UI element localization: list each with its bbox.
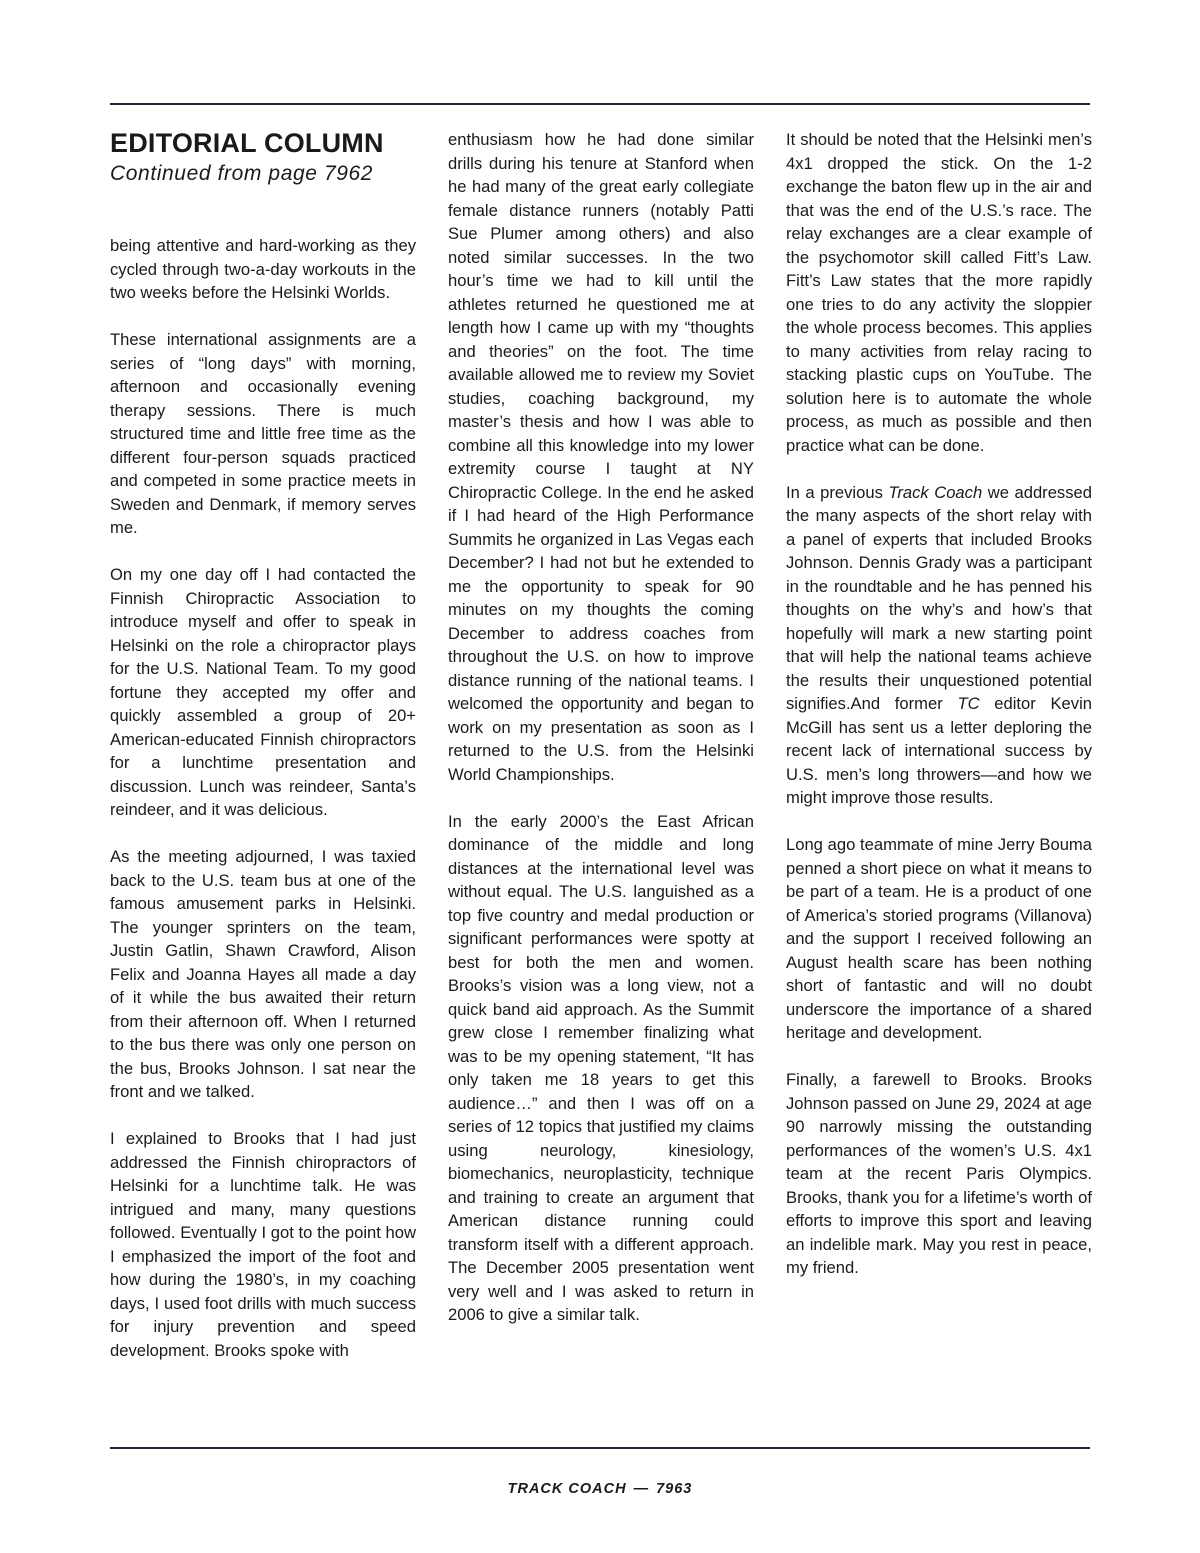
publication-name: Track Coach (888, 482, 983, 502)
column-1 (110, 128, 416, 1386)
column-heading: EDITORIAL COLUMN (110, 128, 384, 158)
paragraph: It should be noted that the Helsinki men’s 4x1 dropped the stick. On the 1-2 exchange the baton flew up in the air and that was the end of the U.S.’s race. The relay exchanges are a clear example of the psychomotor skill called Fitt’s Law. Fitt’s Law states that the more rapidly one tries to do any activity the sloppier the whole process becomes. This applies to many activities from relay racing to stacking plastic cups on YouTube. The solution here is to automate the whole process, as much as possible and then practice what can be done. (786, 130, 1092, 455)
paragraph: Long ago teammate of mine Jerry Bouma penned a short piece on what it means to be part of a team. He is a product of one of America’s storied programs (Villanova) and the support I received following an August health scare has been nothing short of fantastic and will no doubt underscore the importance of a shared heritage and development. (786, 835, 1092, 1042)
bottom-rule (110, 1447, 1090, 1449)
continued-note: Continued from page 7962 (110, 162, 374, 185)
paragraph: As the meeting adjourned, I was taxied back to the U.S. team bus at one of the famous amusement parks in Helsinki. The younger sprinters on the team, Justin Gatlin, Shawn Crawford, Alison Felix and Joanna Hayes all made a day of it while the bus awaited their return from their afternoon off. When I returned to the bus there was only one person on the bus, Brooks Johnson. I sat near the front and we talked. (110, 847, 416, 1101)
paragraph: These international assignments are a series of “long days” with morning, afternoon and occasionally evening therapy sessions. There is much structured time and little free time as the different four-person squads practiced and competed in some practice meets in Sweden and Denmark, if memory serves me. (110, 330, 416, 537)
paragraph: Finally, a farewell to Brooks. Brooks Johnson passed on June 29, 2024 at age 90 narrowly missing the outstanding performances of the women’s U.S. 4x1 team at the recent Paris Olympics. Brooks, thank you for a lifetime’s worth of efforts to improve this sport and leaving an indelible mark. May you rest in peace, my friend. (786, 1070, 1092, 1277)
paragraph: On my one day off I had contacted the Finnish Chiropractic Association to introduce myself and offer to speak in Helsinki on the role a chiropractor plays for the U.S. National Team. To my good fortune they accepted my offer and quickly assembled a group of 20+ American-educated Finnish chiropractors for a lunchtime presentation and discussion. Lunch was reindeer, Santa’s reindeer, and it was delicious. (110, 565, 416, 819)
text-run: In a previous (786, 482, 889, 502)
paragraph: enthusiasm how he had done similar drills during his tenure at Stanford when he had many of the great early collegiate female distance runners (notably Patti Sue Plumer among others) and also noted similar successes. In the two hour’s time we had to kill until the athletes returned he questioned me at length how I came up with my “thoughts and theories” on the foot. The time available allowed me to review my Soviet studies, coaching background, my master’s thesis and how I was able to combine all this knowledge into my lower extremity course I taught at NY Chiropractic College. In the end he asked if I had heard of the High Performance Summits he organized in Las Vegas each December? I had not but he extended to me the opportunity to speak for 90 minutes on my thoughts the coming December to address coaches from throughout the U.S. on how to improve distance running of the national teams. I welcomed the opportunity and began to work on my presentation as soon as I returned to the U.S. from the Helsinki World Championships. (448, 130, 754, 784)
footer-separator: — (633, 1481, 650, 1497)
column-3 (786, 128, 1092, 1303)
paragraph: I explained to Brooks that I had just addressed the Finnish chiropractors of Helsinki for a lunchtime talk. He was intrigued and many, many questions followed. Eventually I got to the point how I emphasized the import of the foot and how during the 1980’s, in my coaching days, I used foot drills with much success for injury prevention and speed development. Brooks spoke with (110, 1129, 416, 1360)
column-2 (448, 128, 754, 1350)
publication-title: TRACK COACH (507, 1481, 627, 1497)
publication-abbreviation: TC (957, 694, 980, 713)
top-rule (110, 103, 1090, 105)
paragraph: In the early 2000’s the East African dominance of the middle and long distances at the international level was without equal. The U.S. languished as a top five country and medal production or significant performances were spotty at best for both the men and women. Brooks’s vision was a long view, not a quick band aid approach. As the Summit grew close I remember finalizing what was to be my opening statement, “It has only taken me 18 years to get this audience…” and then I was off on a series of 12 topics that justified my claims using neurology, kinesiology, biomechanics, neuroplasticity, technique and training to create an argument that American distance running could transform itself with a different approach. The December 2005 presentation went very well and I was asked to return in 2006 to give a similar talk. (448, 811, 754, 1324)
paragraph: being attentive and hard-working as they cycled through two-a-day workouts in the two weeks before the Helsinki Worlds. (110, 236, 416, 302)
page-footer (0, 1481, 1200, 1497)
page-number: 7963 (656, 1481, 693, 1497)
text-run: we addressed the many aspects of the short relay with a panel of experts that included Brooks Johnson. Dennis Grady was a participant in the roundtable and he has penned his thoughts on the why’s and how’s that hopefully will mark a new starting point that will help the national teams achieve the results their unquestioned potential signifies.And former (786, 482, 1092, 713)
text-run: editor Kevin McGill has sent us a letter deploring the recent lack of international success by U.S. men’s long throwers—and how we might improve those results. (786, 694, 1092, 807)
paragraph (786, 481, 1092, 810)
